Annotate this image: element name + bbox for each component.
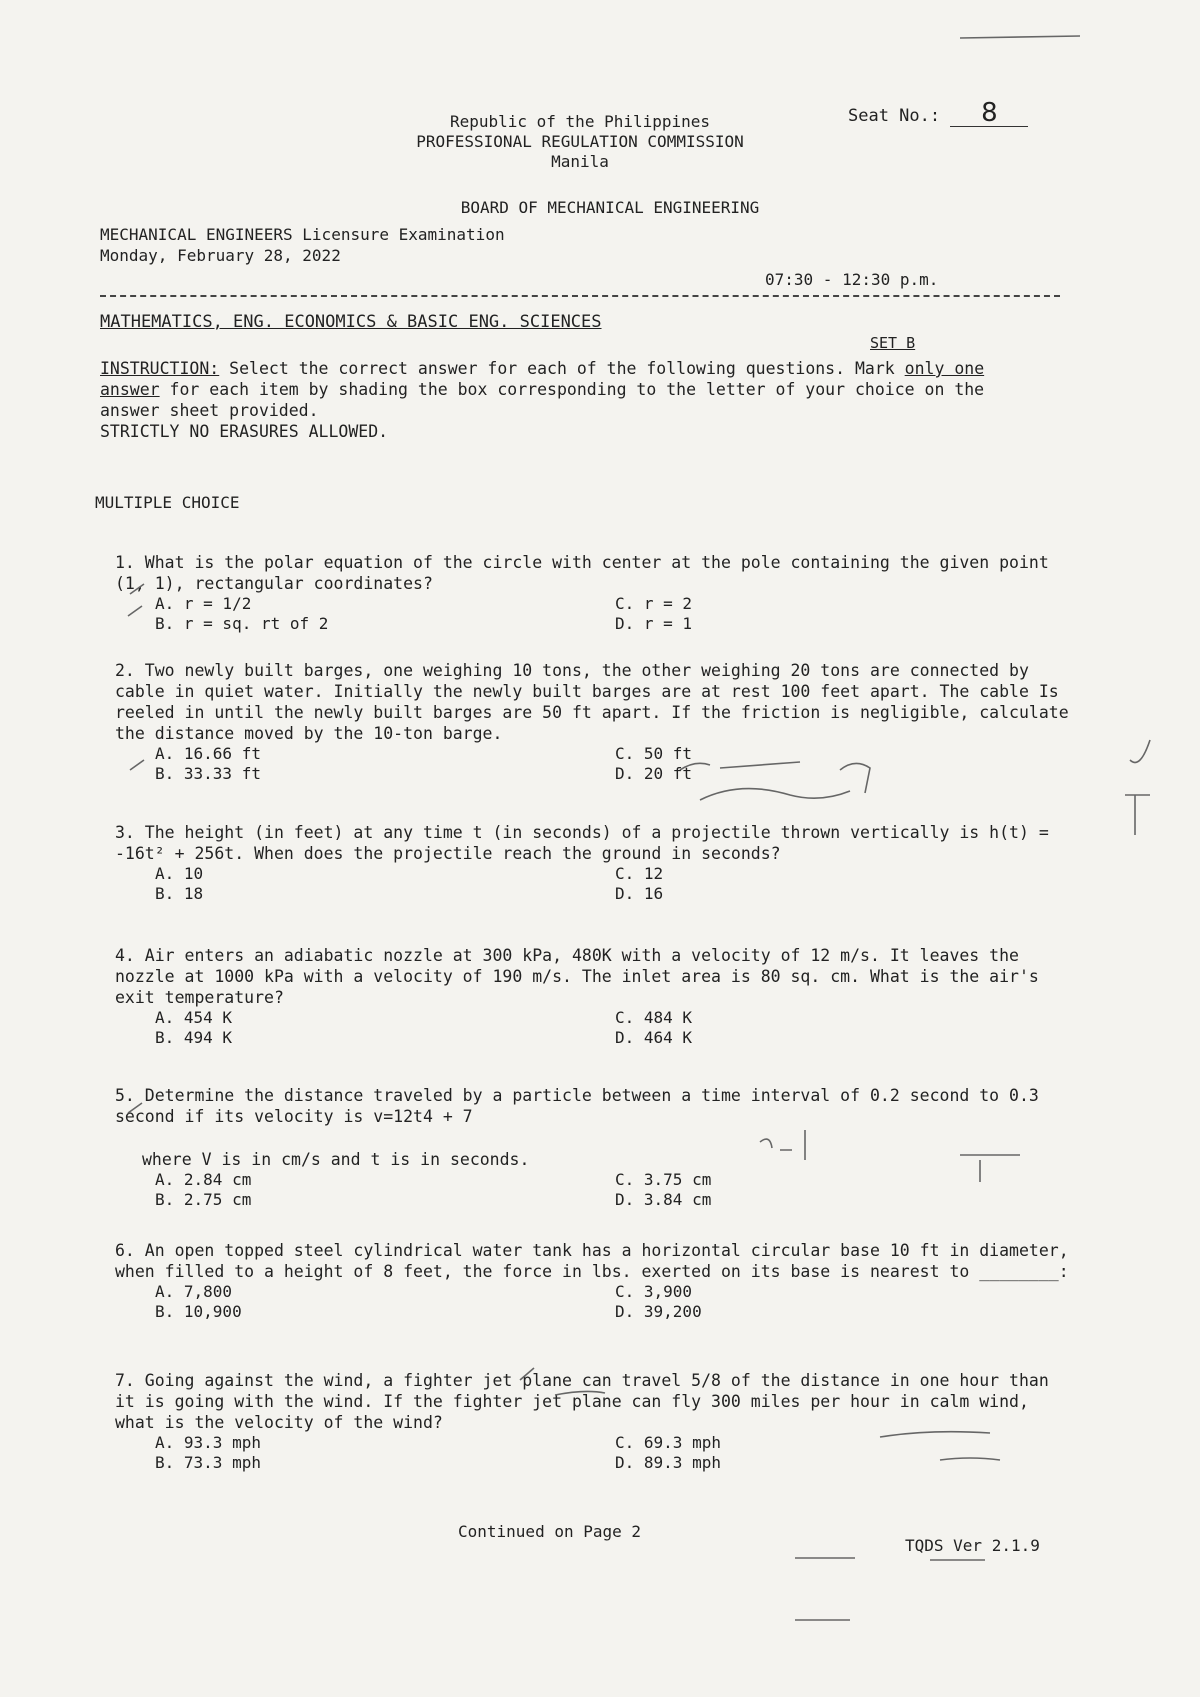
section-title: MATHEMATICS, ENG. ECONOMICS & BASIC ENG. SCIENCES [100, 312, 602, 332]
option-c: C. 3.75 cm [615, 1170, 712, 1189]
option-b: B. r = sq. rt of 2 [155, 614, 329, 633]
option-b: B. 18 [155, 884, 204, 903]
instruction-text-1: Select the correct answer for each of the following questions. Mark [219, 359, 905, 378]
answer-ticks [128, 584, 534, 1380]
option-d: D. 89.3 mph [615, 1453, 721, 1472]
option-a: A. r = 1/2 [155, 594, 252, 613]
question-text-2: where V is in cm/s and t is in seconds. [142, 1150, 530, 1169]
option-b: B. 10,900 [155, 1302, 242, 1321]
margin-sketch [1125, 740, 1150, 835]
option-c: C. r = 2 [615, 594, 693, 613]
question-text: 7. Going against the wind, a fighter jet plane can travel 5/8 of the distance in one hour than it is going with the wind. If the fighter jet plane can fly 300 miles per hour in calm wind, what is the velocity of the wind? [115, 1371, 1049, 1432]
commission-line: PROFESSIONAL REGULATION COMMISSION [416, 132, 744, 151]
calc-stroke [880, 1432, 1000, 1460]
option-b: B. 73.3 mph [155, 1453, 261, 1472]
board-title: BOARD OF MECHANICAL ENGINEERING [460, 198, 760, 217]
option-c: C. 12 [615, 864, 664, 883]
option-d: D. 39,200 [615, 1302, 702, 1321]
version-label: TQDS Ver 2.1.9 [905, 1536, 1040, 1555]
option-a: A. 16.66 ft [155, 744, 261, 763]
instruction-underlined: only one answer [100, 359, 985, 399]
option-a: A. 7,800 [155, 1282, 233, 1301]
option-d: D. 20 ft [615, 764, 693, 783]
question-text: 6. An open topped steel cylindrical water tank has a horizontal circular base 10 ft in diameter, when filled to a height of 8 feet, the force in lbs. exerted on its base is nearest to ________: [115, 1241, 1069, 1281]
exam-title: MECHANICAL ENGINEERS Licensure Examination [100, 225, 505, 244]
option-c: C. 50 ft [615, 744, 693, 763]
barge-sketch-2 [700, 789, 850, 800]
answer-stroke [555, 1391, 605, 1395]
option-d: D. 16 [615, 884, 664, 903]
option-c: C. 69.3 mph [615, 1433, 721, 1452]
option-a: A. 10 [155, 864, 204, 883]
republic-line: Republic of the Philippines [449, 112, 711, 131]
option-b: B. 2.75 cm [155, 1190, 252, 1209]
top-dash-mark [960, 36, 1080, 38]
question-text: 5. Determine the distance traveled by a particle between a time interval of 0.2 second to 0.3 second if its velocity is v=12t4 + 7 [115, 1086, 1039, 1126]
question-text: 4. Air enters an adiabatic nozzle at 300 kPa, 480K with a velocity of 12 m/s. It leaves the nozzle at 1000 kPa with a velocity of 190 m/s. The inlet area is 80 sq. cm. What is the air's exit temperature? [115, 946, 1039, 1007]
option-a: A. 93.3 mph [155, 1433, 261, 1452]
option-b: B. 33.33 ft [155, 764, 261, 783]
fraction-lines [795, 1558, 985, 1620]
instruction-text-3: STRICTLY NO ERASURES ALLOWED. [100, 422, 389, 441]
exam-date: Monday, February 28, 2022 [100, 246, 341, 265]
set-label: SET B [870, 334, 916, 352]
option-a: A. 454 K [155, 1008, 233, 1027]
t-mark [960, 1155, 1020, 1182]
instruction-label: INSTRUCTION: [100, 359, 220, 378]
exam-time: 07:30 - 12:30 p.m. [765, 270, 939, 289]
option-d: D. r = 1 [615, 614, 693, 633]
derivative-mark [760, 1130, 805, 1160]
option-a: A. 2.84 cm [155, 1170, 252, 1189]
seat-value: 8 [950, 100, 1028, 127]
city-line: Manila [551, 152, 609, 171]
option-d: D. 464 K [615, 1028, 693, 1047]
option-c: C. 3,900 [615, 1282, 693, 1301]
option-b: B. 494 K [155, 1028, 233, 1047]
option-c: C. 484 K [615, 1008, 693, 1027]
continued-note: Continued on Page 2 [458, 1522, 642, 1541]
barge-sketch-1 [680, 762, 870, 793]
multiple-choice-label: MULTIPLE CHOICE [95, 493, 240, 512]
option-d: D. 3.84 cm [615, 1190, 712, 1209]
seat-label: Seat No.: [848, 106, 941, 126]
instruction-text-2: for each item by shading the box corresponding to the letter of your choice on the answer sheet provided. [100, 380, 985, 420]
question-text: 1. What is the polar equation of the circle with center at the pole containing the given point (1, 1), rectangular coordinates? [115, 553, 1049, 593]
question-text: 3. The height (in feet) at any time t (in seconds) of a projectile thrown vertically is h(t) = -16t² + 256t. When does the projectile reach the ground in seconds? [115, 823, 1049, 863]
question-text: 2. Two newly built barges, one weighing 10 tons, the other weighing 20 tons are connected by cable in quiet water. Initially the newly built barges are at rest 100 feet apart. The cable Is reeled in until the newly built barges are 50 ft apart. If the friction is negligible, calculate the distance moved by the 10-ton barge. [115, 661, 1069, 743]
